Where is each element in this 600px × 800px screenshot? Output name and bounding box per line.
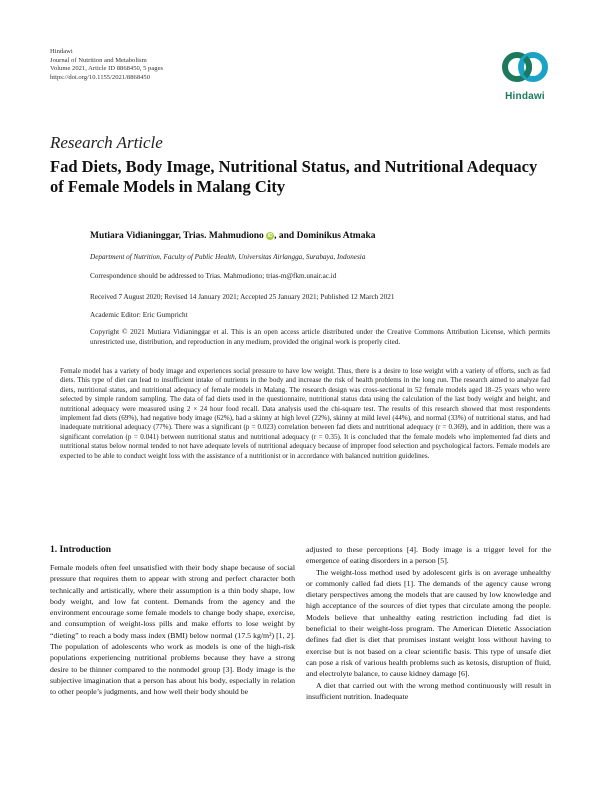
hindawi-logo-icon (495, 47, 555, 91)
publisher-name: Hindawi (50, 48, 73, 55)
hindawi-logo (495, 47, 555, 107)
section-heading-introduction: 1. Introduction (50, 545, 112, 555)
orcid-icon[interactable]: iD (267, 232, 273, 239)
article-type: Research Article (50, 133, 163, 152)
paragraph: Female models often feel unsatisfied with their body shape because of social pressure that requires them to appear with strong and perfect character both technically and artistically, where their assumption is a thin body shape, low body weight, and low fat content. Demands from the agency and the environment encourage some female models to change body shape, exercise, and consumption of weight-loss pills and make efforts to lose weight by “dieting” to reach a body mass index (BMI) below normal (17.5 kg/m²) [1, 2]. The population of adolescents who work as models is one of the high-risk populations experiencing nutritional problems because they have a strong desire to be thinner compared to the nonmodel group [3]. Body image is the subjective imagination that a person has about his body, especially in relation to other people’s judgments, and how well their body should be (50, 563, 295, 697)
academic-editor: Academic Editor: Eric Gumpricht (90, 311, 188, 319)
abstract: Female model has a variety of body image and experiences social pressure to have low weight. Thus, there is a desire to lose weight with a variety of efforts, such as fad diets. This type of diet can lead to insufficient intake of nutrients in the body and increase the risk of health problems in the long run. The research aimed to analyze fad diets, nutritional status, and nutritional adequacy of female models in Malang. The research design was cross-sectional in 52 female models aged 18–25 years who were selected by simple random sampling. The data of fad diets used in the questionnaire, nutritional status data using the calculation of the last body weight and height, and nutritional adequacy were measured using 2 × 24 hour food recall. Data analysis used the chi-square test. The results of this research showed that most respondents implement fad diets (69%), had negative body image (62%), had a skinny at high level (22%), skinny at mild level (44%), and normal (33%) of nutritional status, and had inadequate nutritional adequacy (77%). There was a significant (p = 0.023) correlation between fad diets and nutritional adequacy (r = 0.369), and in addition, there was a significant correlation (p = 0.041) between nutritional status and nutritional adequacy (r = 0.35). It is concluded that the female models who implemented fad diets and nutritional status below normal tended to not have adequate levels of nutritional adequacy because of improper food selection and psychological factors. Female models are expected to be able to conduct weight loss with the assistance of a nutritionist or in accordance with balanced nutrition guidelines. (60, 367, 550, 460)
body-column-right (306, 544, 551, 702)
body-column-left (50, 562, 295, 698)
authors-first[interactable]: Mutiara Vidianinggar, Trias. Mahmudiono (90, 231, 264, 241)
article-title: Fad Diets, Body Image, Nutritional Status, and Nutritional Adequacy of Female Models in Malang City (50, 157, 538, 196)
doi-link[interactable]: https://doi.org/10.1155/2021/8868450 (50, 73, 151, 81)
correspondence: Correspondence should be addressed to Trias. Mahmudiono; trias-m@fkm.unair.ac.id (90, 272, 337, 280)
affiliation: Department of Nutrition, Faculty of Public Health, Universitas Airlangga, Surabaya, Indonesia (90, 253, 366, 261)
logo-wordmark: Hindawi (505, 91, 545, 102)
author-list (90, 231, 376, 241)
journal-name: Journal of Nutrition and Metabolism (50, 56, 147, 64)
publication-dates: Received 7 August 2020; Revised 14 January 2021; Accepted 25 January 2021; Published 12 March 2021 (90, 293, 395, 301)
volume-line: Volume 2021, Article ID 8868450, 5 pages (50, 65, 164, 73)
paragraph: A diet that carried out with the wrong method continuously will result in insufficient nutrition. Inadequate (306, 680, 551, 701)
copyright-notice: Copyright © 2021 Mutiara Vidianinggar et al. This is an open access article distributed under the Creative Commons Attribution License, which permits unrestricted use, distribution, and reproduction in any medium, provided the original work is properly cited. (90, 328, 550, 346)
journal-info (50, 48, 163, 82)
authors-last[interactable]: , and Dominikus Atmaka (274, 231, 376, 241)
paragraph: adjusted to these perceptions [4]. Body image is a trigger level for the emergence of eating disorders in a person [5]. (306, 545, 551, 566)
paragraph: The weight-loss method used by adolescent girls is on average unhealthy or commonly called fad diets [1]. The demands of the agency cause wrong dietary perspectives among the models that are caused by low knowledge and high acceptance of the sources of diet types that circulate among the people. Models believe that unhealthy eating restriction including fad diet is beneficial to their weight-loss program. The American Dietetic Association defines fad diet is diet that promises instant weight loss without having to exercise but is not based on a clear scientific basis. This type of unsafe diet can pose a risk of various health problems such as ketosis, disruption of fluid, and electrolyte balance, to cause kidney damage [6]. (306, 567, 551, 679)
